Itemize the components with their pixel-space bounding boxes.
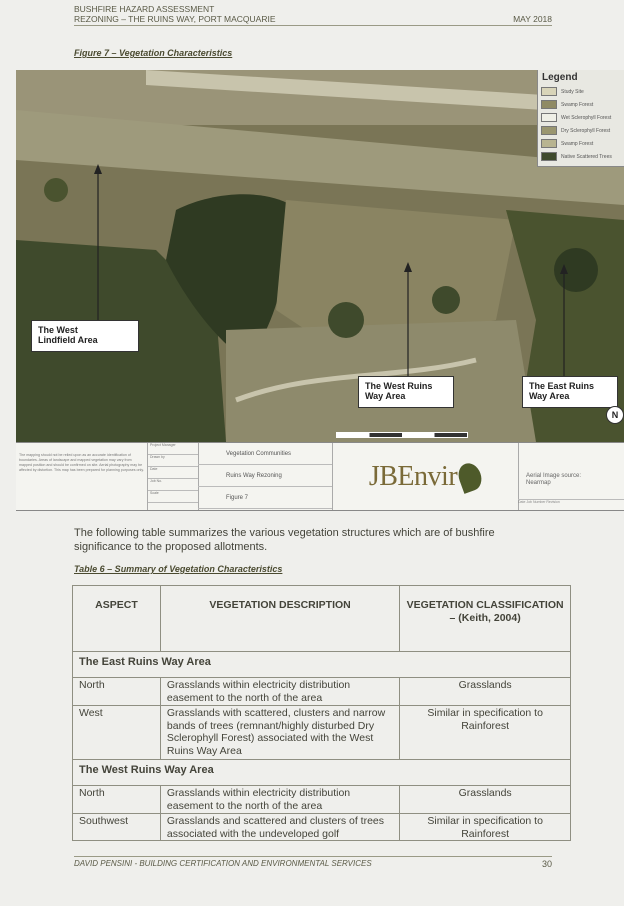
cell-description: Grasslands within electricity distribution easement to the north of the area: [160, 678, 399, 706]
legend-items: [538, 85, 624, 163]
legend-label: Swamp Forest: [561, 140, 594, 147]
map-legend: [537, 70, 624, 167]
table-row: [73, 706, 571, 760]
table-row: [73, 814, 571, 841]
page-footer: [74, 856, 552, 869]
legend-swatch-icon: [541, 113, 557, 122]
cell-description: Grasslands with scattered, clusters and narrow bands of trees (remnant/highly disturbed Dry Sclerophyll Forest) associated with the West Ruins Way Area: [160, 706, 399, 760]
title-block-source: [518, 443, 624, 510]
legend-swatch-icon: [541, 87, 557, 96]
meta-field: Drawn by: [148, 455, 198, 467]
legend-label: Native Scattered Trees: [561, 153, 612, 160]
legend-swatch-icon: [541, 126, 557, 135]
map-title-block: [16, 442, 624, 511]
cell-aspect: Southwest: [73, 814, 161, 841]
cell-classification: Similar in specification to Rainforest: [400, 706, 571, 760]
meta-field: Date: [148, 467, 198, 479]
legend-item: [538, 150, 624, 163]
meta-field: Job No.: [148, 479, 198, 491]
section-row: [73, 652, 571, 678]
tree-cluster: [554, 248, 598, 292]
scale-bar: [336, 432, 468, 438]
table-row: [73, 678, 571, 706]
vegetation-table: [72, 585, 571, 841]
legend-swatch-icon: [541, 139, 557, 148]
section-row: [73, 760, 571, 786]
table-row: [73, 786, 571, 814]
table-caption: Table 6 – Summary of Vegetation Characteristics: [74, 564, 283, 574]
header-subtitle-row: [74, 14, 552, 26]
cell-aspect: West: [73, 706, 161, 760]
project-title: Ruins Way Rezoning: [198, 465, 332, 487]
header-date: MAY 2018: [513, 14, 552, 24]
logo-text: JBEnvir: [368, 460, 458, 492]
drawing-title: Vegetation Communities: [198, 443, 332, 465]
header-classification: VEGETATION CLASSIFICATION – (Keith, 2004): [400, 586, 571, 652]
cell-aspect: North: [73, 678, 161, 706]
legend-item: [538, 111, 624, 124]
title-block-disclaimer: The mapping should not be relied upon as an accurate identification of boundaries. Areas of landscape and mapped vegetation may vary from mapped position and should be confirmed on site. Aerial photography may be affected by distortion. This map has been prepared for planning purposes only.: [16, 443, 148, 510]
vegetation-map: [16, 70, 624, 442]
figure-number: Figure 7: [198, 487, 332, 509]
meta-field: Scale: [148, 491, 198, 503]
legend-label: Wet Sclerophyll Forest: [561, 114, 612, 121]
legend-label: Study Site: [561, 88, 584, 95]
legend-label: Dry Sclerophyll Forest: [561, 127, 611, 134]
legend-item: [538, 85, 624, 98]
label-west-lindfield: The West Lindfield Area: [31, 320, 139, 352]
header-project: REZONING – THE RUINS WAY, PORT MACQUARIE: [74, 14, 276, 24]
tree-cluster: [328, 302, 364, 338]
leaf-icon: [455, 460, 485, 494]
meta-field: Project Manager: [148, 443, 198, 455]
label-east-ruins: The East Ruins Way Area: [522, 376, 618, 408]
legend-swatch-icon: [541, 152, 557, 161]
title-block-meta: [148, 443, 199, 510]
section-title-east: The East Ruins Way Area: [73, 652, 571, 678]
legend-item: [538, 124, 624, 137]
header-description: VEGETATION DESCRIPTION: [160, 586, 399, 652]
label-west-ruins: The West Ruins Way Area: [358, 376, 454, 408]
cell-classification: Similar in specification to Rainforest: [400, 814, 571, 841]
image-source: Aerial Image source: Nearmap: [526, 473, 582, 486]
intro-paragraph: The following table summarizes the various vegetation structures which are of bushfire significance to the proposed allotments.: [74, 527, 495, 553]
source-meta: Date Job Number Revision: [518, 499, 624, 510]
legend-item: [538, 98, 624, 111]
tree-cluster: [44, 178, 68, 202]
cell-aspect: North: [73, 786, 161, 814]
header-title: BUSHFIRE HAZARD ASSESSMENT: [74, 4, 215, 14]
figure-caption: Figure 7 – Vegetation Characteristics: [74, 48, 233, 58]
cell-classification: Grasslands: [400, 678, 571, 706]
legend-item: [538, 137, 624, 150]
table-header-row: [73, 586, 571, 652]
north-arrow-icon: N: [606, 406, 624, 424]
footer-company: DAVID PENSINI - BUILDING CERTIFICATION AND ENVIRONMENTAL SERVICES: [74, 859, 372, 868]
page-number: 30: [541, 859, 552, 869]
tree-cluster: [432, 286, 460, 314]
legend-swatch-icon: [541, 100, 557, 109]
section-title-west: The West Ruins Way Area: [73, 760, 571, 786]
cell-classification: Grasslands: [400, 786, 571, 814]
cell-description: Grasslands and scattered and clusters of trees associated with the undeveloped golf: [160, 814, 399, 841]
company-logo: [332, 443, 519, 510]
page-header: [74, 4, 552, 26]
title-block-titles: [198, 443, 333, 510]
legend-label: Swamp Forest: [561, 101, 594, 108]
header-aspect: ASPECT: [73, 586, 161, 652]
legend-title: Legend: [542, 72, 578, 83]
cell-description: Grasslands within electricity distribution easement to the north of the area: [160, 786, 399, 814]
